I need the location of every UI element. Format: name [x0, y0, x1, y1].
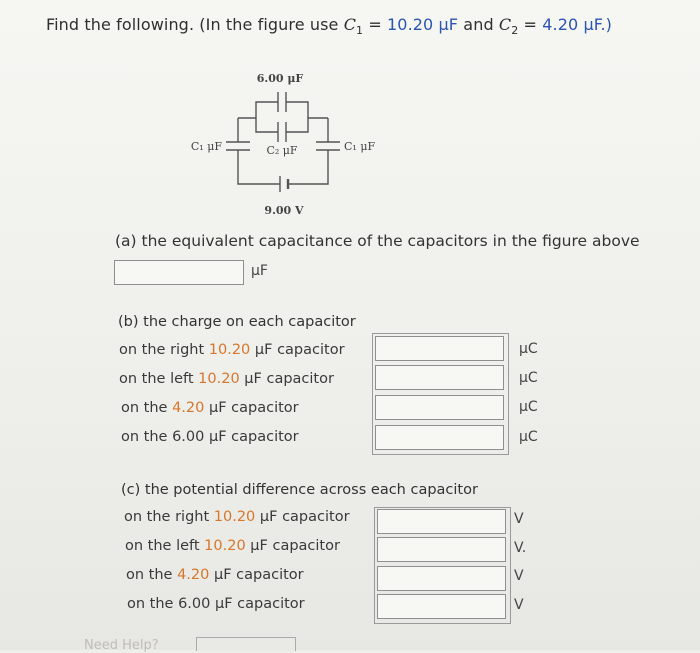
part-b-left-unit: μC — [519, 370, 538, 386]
right-capacitor-label: C₁ μF — [344, 140, 376, 153]
part-b-row-c2-label: on the 4.20 μF capacitor — [121, 400, 299, 416]
part-c-row-left-label: on the left 10.20 μF capacitor — [125, 538, 340, 554]
middle-capacitor-label: C₂ μF — [266, 144, 298, 157]
c2-subscript: 2 — [511, 24, 519, 38]
part-c-row-right-label: on the right 10.20 μF capacitor — [124, 509, 350, 525]
part-b-row-six-label: on the 6.00 μF capacitor — [121, 429, 299, 445]
c1-subscript: 1 — [356, 24, 364, 38]
part-c-right-input[interactable] — [377, 509, 506, 534]
part-b-six-input[interactable] — [375, 425, 504, 450]
part-b-right-input[interactable] — [375, 336, 504, 361]
c2-value: 4.20 μF.) — [542, 15, 612, 34]
left-capacitor-label: C₁ μF — [190, 140, 222, 153]
help-button[interactable] — [196, 637, 296, 651]
c2-symbol: C — [498, 15, 512, 34]
part-b-row-right-label: on the right 10.20 μF capacitor — [119, 342, 345, 358]
title-prefix: Find the following. (In the figure use — [46, 15, 344, 34]
part-a-answer-input[interactable] — [114, 260, 244, 285]
c1-symbol: C — [343, 15, 357, 34]
circuit-diagram — [168, 66, 428, 226]
part-b-left-input[interactable] — [375, 365, 504, 390]
part-c-question: (c) the potential difference across each capacitor — [121, 482, 478, 498]
part-c-c2-input[interactable] — [377, 566, 506, 591]
part-c-right-unit: V — [514, 511, 524, 527]
part-c-row-six-label: on the 6.00 μF capacitor — [127, 596, 305, 612]
need-help-label: Need Help? — [84, 638, 159, 653]
top-capacitor-label: 6.00 μF — [256, 72, 304, 85]
title-and: and — [458, 15, 499, 34]
part-b-c2-input[interactable] — [375, 395, 504, 420]
part-c-left-unit: V. — [514, 540, 527, 556]
part-a-unit: μF — [251, 263, 268, 279]
part-c-left-input[interactable] — [377, 537, 506, 562]
part-c-six-input[interactable] — [377, 594, 506, 619]
part-c-row-c2-label: on the 4.20 μF capacitor — [126, 567, 304, 583]
c1-equals: = — [363, 15, 388, 34]
part-c-six-unit: V — [514, 597, 524, 613]
part-a-question: (a) the equivalent capacitance of the capacitors in the figure above — [115, 232, 640, 250]
part-c-c2-unit: V — [514, 568, 524, 584]
part-b-row-left-label: on the left 10.20 μF capacitor — [119, 371, 334, 387]
battery-label: 9.00 V — [264, 204, 304, 217]
part-b-six-unit: μC — [519, 429, 538, 445]
part-b-question: (b) the charge on each capacitor — [118, 314, 356, 330]
part-b-c2-unit: μC — [519, 399, 538, 415]
c2-equals: = — [518, 15, 543, 34]
c1-value: 10.20 μF — [387, 15, 459, 34]
problem-statement — [46, 15, 612, 37]
part-b-right-unit: μC — [519, 341, 538, 357]
